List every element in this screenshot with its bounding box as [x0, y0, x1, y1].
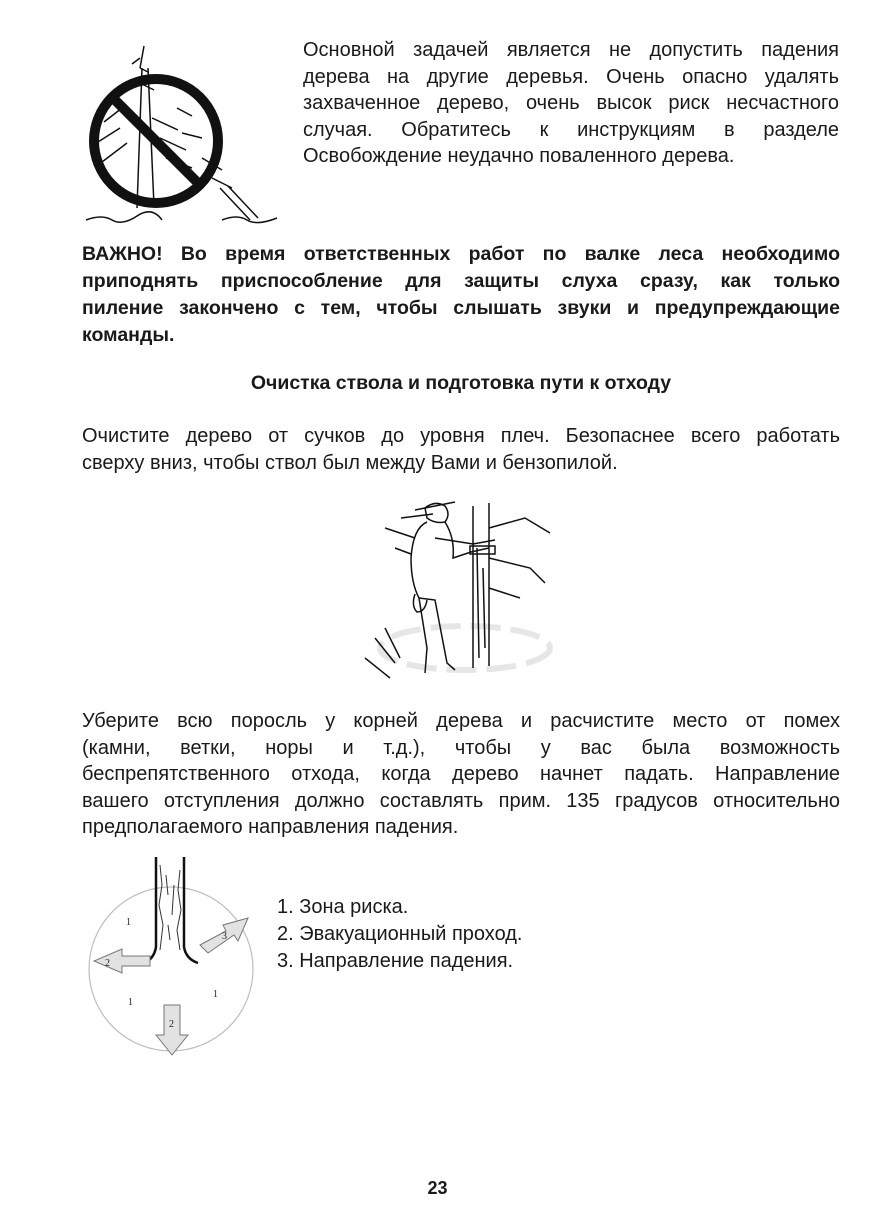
text-line: предполагаемого направления падения. — [82, 816, 459, 838]
text-line: Освобождение неудачно поваленного дерева. — [303, 145, 735, 167]
zone-label: 1 — [128, 997, 133, 1008]
legend-item: 3. Направление падения. — [277, 950, 514, 972]
text-line: Основной задачей является не допустить падения — [303, 39, 839, 61]
text-line: сверху вниз, чтобы ствол был между Вами и бензопилой. — [82, 451, 618, 474]
text-line: захваченное дерево, очень высок риск несчастного — [303, 92, 839, 114]
diagram-legend — [277, 894, 523, 975]
legend-item: 2. Эвакуационный проход. — [277, 923, 523, 945]
page-number: 23 — [427, 1178, 448, 1198]
escape-route-diagram — [80, 855, 260, 1060]
text-line: дерева на другие деревья. Очень опасно удалять — [303, 65, 839, 88]
zone-label: 1 — [126, 917, 131, 928]
worker-limbing-illustration — [355, 488, 555, 688]
worker-limbing-icon — [355, 488, 555, 688]
clear-roots-paragraph — [82, 708, 840, 841]
text-line: (камни, ветки, норы и т.д.), чтобы у вас была возможность — [82, 736, 840, 759]
legend-item: 1. Зона риска. — [277, 896, 409, 918]
fall-label: 3 — [222, 931, 227, 942]
text-line: Уберите всю поросль у корней дерева и расчистите место от помех — [82, 710, 840, 732]
prohibited-tree-fall-illustration — [82, 38, 282, 228]
text-line: вашего отступления должно составлять прим. 135 градусов относительно — [82, 789, 840, 812]
text-line: беспрепятственного отхода, когда дерево начнет падать. Направление — [82, 763, 840, 785]
text-line: команды. — [82, 324, 175, 346]
escape-route-diagram-svg — [80, 855, 260, 1060]
escape-label: 2 — [105, 958, 110, 969]
text-line: пиление закончено с тем, чтобы слышать звуки и предупреждающие — [82, 297, 840, 319]
text-line: случая. Обратитесь к инструкциям в разделе — [303, 118, 839, 141]
clear-trunk-paragraph — [82, 423, 840, 476]
prohibited-tree-icon — [82, 38, 282, 228]
section-title: Очистка ствола и подготовка пути к отходу — [250, 372, 672, 394]
text-line: ВАЖНО! Во время ответственных работ по валке леса необходимо — [82, 243, 840, 265]
text-line: Очистите дерево от сучков до уровня плеч. Безопаснее всего работать — [82, 425, 840, 447]
text-line: приподнять приспособление для защиты слуха сразу, как только — [82, 270, 840, 292]
intro-paragraph — [303, 37, 839, 170]
zone-label: 1 — [213, 989, 218, 1000]
escape-label: 2 — [169, 1019, 174, 1030]
important-warning — [82, 241, 840, 349]
